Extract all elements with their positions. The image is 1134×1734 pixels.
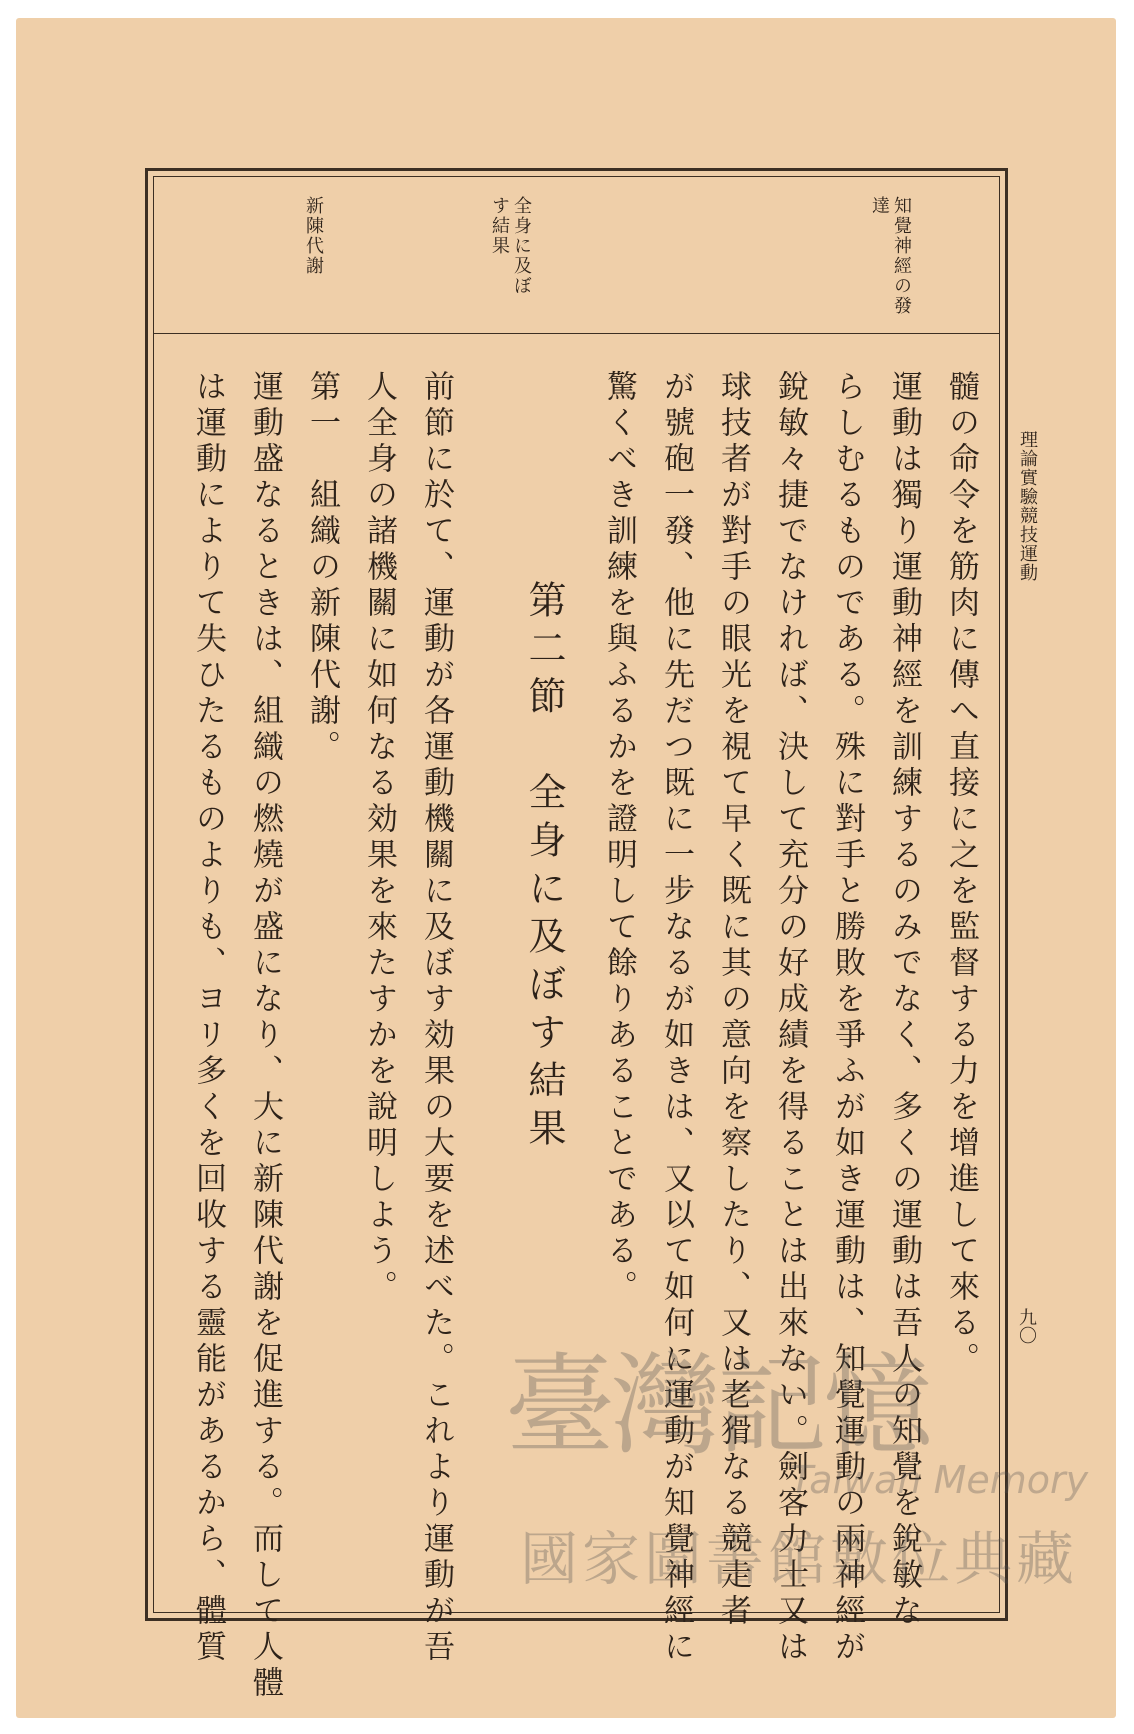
text-column: 第一 組織の新陳代謝。 — [304, 370, 340, 766]
text-column: は運動によりて失ひたるものよりも、ヨリ多くを回收する靈能があるから、體質 — [190, 370, 226, 1666]
side-note-sensory-nerve: 知覺神經の發達 — [869, 196, 912, 316]
page-number: 九〇 — [1016, 1308, 1037, 1344]
margin-note-divider — [153, 333, 1000, 334]
text-column: 運動は獨り運動神經を訓練するのみでなく、多くの運動は吾人の知覺を銳敏な — [886, 370, 922, 1630]
text-column: が號砲一發、他に先だつ既に一步なるが如きは、又以て如何に運動が知覺神經に — [658, 370, 694, 1666]
watermark-logo: 臺灣記憶 — [505, 1342, 929, 1470]
text-column: 球技者が對手の眼光を視て早く既に其の意向を察したり、又は老猾なる競走者 — [715, 370, 751, 1630]
running-head: 理論實驗競技運動 — [1017, 430, 1038, 582]
watermark-english: Taiwan Memory — [790, 1458, 1089, 1502]
text-column: 運動盛なるときは、組織の燃燒が盛になり、大に新陳代謝を促進する。而して人體 — [247, 370, 283, 1702]
text-column: らしむるものである。殊に對手と勝敗を爭ふが如き運動は、知覺運動の兩神經が — [829, 370, 865, 1666]
side-note-metabolism: 新陳代謝 — [303, 196, 324, 276]
text-column: 前節に於て、運動が各運動機關に及ぼす効果の大要を述べた。これより運動が吾 — [418, 370, 454, 1666]
text-column: 髓の命令を筋肉に傳へ直接に之を監督する力を增進して來る。 — [943, 370, 979, 1378]
text-column: 銳敏々捷でなければ、決して充分の好成績を得ることは出來ない。劍客力士又は — [772, 370, 808, 1666]
text-column: 人全身の諸機關に如何なる効果を來たすかを說明しよう。 — [361, 370, 397, 1306]
section-title: 第二節 全身に及ぼす結果 — [522, 580, 566, 1156]
side-note-whole-body: 全身に及ぼす結果 — [489, 196, 532, 296]
text-column: 驚くべき訓練を與ふるかを證明して餘りあることである。 — [601, 370, 637, 1306]
watermark-chinese: 國家圖書館數位典藏 — [520, 1525, 1079, 1593]
